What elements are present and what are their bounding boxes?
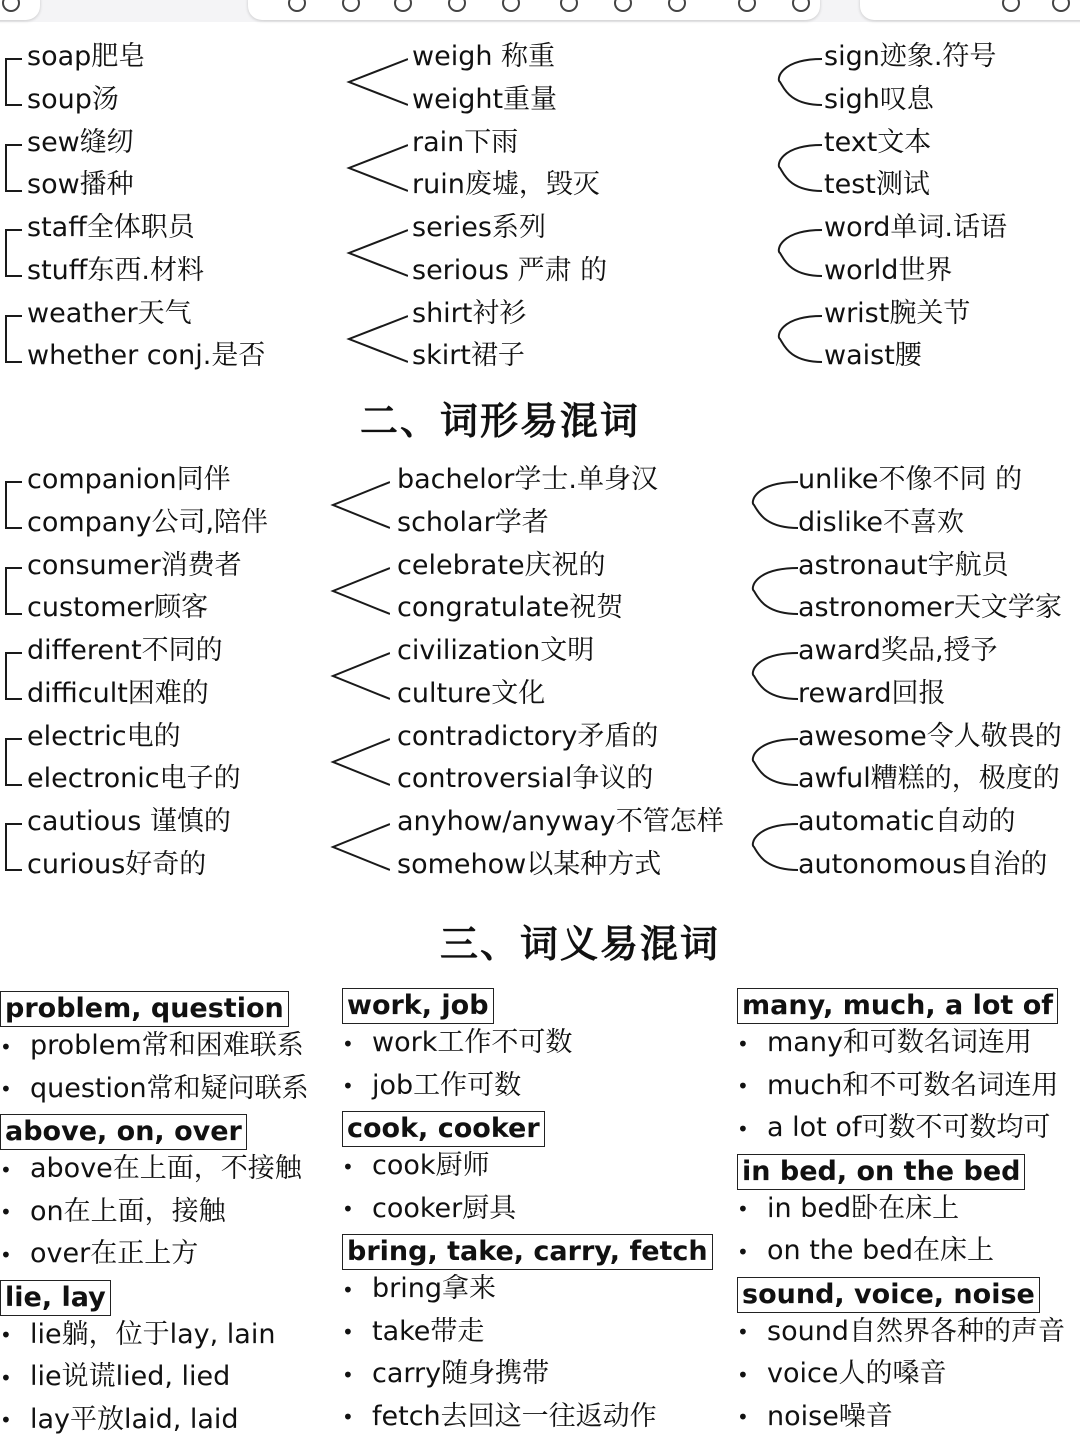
curve-connector [750, 565, 798, 617]
vocab-word: contradictory矛盾的 [397, 720, 659, 752]
bullet-dot-icon: • [737, 1116, 749, 1141]
bullet-dot-icon: • [737, 1074, 749, 1098]
vocab-word: serious 严肃 的 [412, 254, 608, 286]
bullet-dot-icon: • [0, 1365, 12, 1390]
vocab-word: dislike不喜欢 [798, 506, 964, 538]
vocab-word: sigh叹息 [824, 83, 934, 115]
bullet-text: lay平放laid, laid [30, 1403, 239, 1435]
group-heading: work, job [342, 988, 494, 1024]
curve-connector [750, 650, 798, 702]
bullet-item [0, 1072, 309, 1107]
bracket-connector [2, 820, 22, 874]
vocab-word: awesome令人敬畏的 [798, 720, 1062, 752]
vocab-word: staff全体职员 [27, 212, 195, 243]
bullet-item [0, 1029, 304, 1064]
vocab-word: skirt裙子 [412, 340, 525, 371]
bracket-connector [2, 141, 22, 195]
bullet-text: fetch去回这一往返动作 [372, 1400, 657, 1432]
bullet-dot-icon: • [0, 1077, 12, 1101]
vocab-word: different不同的 [27, 635, 223, 666]
vocab-word: automatic自动的 [798, 806, 1016, 837]
vocab-word: award奖品,授予 [798, 635, 998, 666]
chevron-connector [330, 565, 390, 617]
bullet-item [0, 1195, 226, 1230]
bullet-dot-icon: • [737, 1031, 749, 1056]
bullet-text: work工作不可数 [372, 1027, 573, 1058]
text-tool-icon[interactable] [666, 0, 688, 14]
vocab-word: weight重量 [412, 83, 558, 115]
toolbar-right-segment [860, 0, 1080, 20]
bracket-connector [2, 735, 22, 789]
vocab-word: scholar学者 [397, 506, 549, 538]
bracket-connector [2, 55, 22, 109]
bullet-item [342, 1192, 516, 1227]
vocab-word: celebrate庆祝的 [397, 549, 606, 581]
bullet-item [737, 1069, 1058, 1104]
vocab-word: stuff东西.材料 [27, 254, 204, 286]
bullet-item [0, 1360, 230, 1395]
bullet-item [737, 1400, 893, 1435]
shape-icon[interactable] [736, 0, 758, 14]
curve-connector [776, 142, 822, 194]
curve-connector [750, 821, 798, 873]
back-arrow-icon[interactable] [0, 0, 22, 14]
bullet-dot-icon: • [342, 1320, 354, 1344]
eraser-icon[interactable] [446, 0, 468, 14]
chevron-connector [346, 56, 408, 108]
bullet-text: job工作可数 [372, 1069, 522, 1101]
bracket-connector [2, 312, 22, 366]
chevron-connector [346, 142, 408, 194]
bracket-connector [2, 564, 22, 618]
bullet-dot-icon: • [0, 1323, 12, 1347]
bullet-item [342, 1149, 490, 1184]
vocab-word: bachelor学士.单身汉 [397, 464, 658, 495]
bullet-text: on在上面，接触 [30, 1195, 226, 1227]
toolbar-center-segment [248, 0, 820, 20]
bracket-connector [2, 478, 22, 532]
group-heading: many, much, a lot of [737, 988, 1058, 1024]
vocab-word: astronaut宇航员 [798, 549, 1009, 581]
bullet-item [342, 1357, 549, 1392]
vocab-word: ruin废墟，毁灭 [412, 169, 600, 200]
chevron-connector [330, 479, 390, 531]
vocab-word: astronomer天文学家 [798, 592, 1062, 623]
bullet-item [737, 1192, 959, 1227]
vocab-word: electric电的 [27, 720, 181, 752]
vocab-word: cautious 谨慎的 [27, 806, 231, 837]
bullet-dot-icon: • [0, 1242, 12, 1267]
bullet-item [0, 1318, 275, 1353]
bracket-connector [2, 226, 22, 280]
vocab-word: somehow以某种方式 [397, 848, 662, 880]
vocab-word: world世界 [824, 254, 953, 286]
bullet-dot-icon: • [342, 1362, 354, 1387]
vocab-word: text文本 [824, 126, 932, 158]
bullet-dot-icon: • [737, 1405, 749, 1429]
vocab-word: whether conj.是否 [27, 340, 266, 371]
vocab-word: sow播种 [27, 169, 134, 200]
pen-icon[interactable] [286, 0, 308, 14]
bullet-text: a lot of可数不可数均可 [767, 1112, 1051, 1143]
bullet-item [342, 1400, 657, 1435]
bullet-text: above在上面，不接触 [30, 1153, 302, 1184]
vocab-word: reward回报 [798, 677, 946, 709]
group-heading: lie, lay [0, 1280, 111, 1316]
vocab-word: company公司,陪伴 [27, 506, 269, 538]
more-icon[interactable] [1000, 0, 1022, 14]
bullet-text: problem常和困难联系 [30, 1030, 304, 1061]
bullet-dot-icon: • [342, 1197, 354, 1221]
bullet-item [737, 1234, 994, 1269]
vocab-word: unlike不像不同 的 [798, 464, 1023, 495]
vocab-word: test测试 [824, 169, 930, 200]
bullet-dot-icon: • [737, 1197, 749, 1221]
curve-connector [776, 56, 822, 108]
bullet-text: over在正上方 [30, 1238, 199, 1269]
bullet-dot-icon: • [342, 1154, 354, 1179]
bullet-text: noise噪音 [767, 1400, 893, 1432]
vocab-word: word单词.话语 [824, 212, 1007, 243]
vocab-word: curious好奇的 [27, 848, 207, 880]
bullet-text: much和不可数名词连用 [767, 1069, 1059, 1101]
bullet-text: sound自然界各种的声音 [767, 1315, 1065, 1347]
group-heading: in bed, on the bed [737, 1154, 1025, 1190]
vocab-word: weather天气 [27, 297, 192, 329]
bullet-item [737, 1111, 1050, 1146]
vocab-word: customer顾客 [27, 592, 209, 623]
vocab-word: civilization文明 [397, 635, 595, 666]
bullet-item [737, 1357, 946, 1392]
bullet-text: lie说谎lied, lied [30, 1361, 231, 1392]
pencil-icon[interactable] [392, 0, 414, 14]
vocab-word: autonomous自治的 [798, 848, 1048, 880]
vocab-word: companion同伴 [27, 464, 231, 495]
vocab-word: waist腰 [824, 340, 922, 371]
bullet-dot-icon: • [342, 1405, 354, 1429]
vocab-word: soap肥皂 [27, 41, 146, 72]
microphone-icon[interactable] [612, 0, 634, 14]
curve-connector [776, 313, 822, 365]
section-title-word-meaning: 三、词义易混词 [439, 922, 720, 966]
vocab-word: congratulate祝贺 [397, 592, 624, 623]
bullet-text: voice人的嗓音 [767, 1358, 947, 1389]
group-heading: cook, cooker [342, 1111, 545, 1147]
bullet-dot-icon: • [737, 1239, 749, 1264]
vocab-word: difficult困难的 [27, 677, 209, 709]
bullet-text: question常和疑问联系 [30, 1072, 309, 1104]
group-heading: problem, question [0, 991, 289, 1027]
bullet-dot-icon: • [342, 1277, 354, 1302]
lasso-icon[interactable] [500, 0, 522, 14]
group-heading: sound, voice, noise [737, 1277, 1040, 1313]
vocab-word: shirt衬衫 [412, 297, 527, 329]
highlighter-icon[interactable] [340, 0, 362, 14]
image-icon[interactable] [558, 0, 580, 14]
chevron-connector [330, 821, 390, 873]
bullet-dot-icon: • [737, 1362, 749, 1387]
vocab-word: electronic电子的 [27, 763, 241, 794]
bullet-item [737, 1315, 1065, 1350]
vocab-word: culture文化 [397, 677, 546, 709]
chevron-connector [330, 736, 390, 788]
vocab-word: awful糟糕的，极度的 [798, 763, 1060, 794]
page-icon[interactable] [1050, 0, 1072, 14]
section-title-word-form: 二、词形易混词 [359, 399, 640, 443]
group-heading: bring, take, carry, fetch [342, 1234, 713, 1270]
bullet-text: lie躺，位于lay, lain [30, 1318, 276, 1350]
bullet-dot-icon: • [0, 1157, 12, 1182]
bullet-item [737, 1026, 1032, 1061]
bullet-dot-icon: • [0, 1200, 12, 1224]
vocab-word: consumer消费者 [27, 549, 242, 581]
vocab-word: sew缝纫 [27, 126, 134, 158]
bullet-item [342, 1069, 521, 1104]
bullet-item [342, 1315, 484, 1350]
vocab-word: anyhow/anyway不管怎样 [397, 806, 724, 837]
vocab-word: sign迹象.符号 [824, 41, 997, 72]
vocab-word: wrist腕关节 [824, 297, 971, 329]
vocab-word: soup汤 [27, 83, 119, 115]
vocab-word: weigh 称重 [412, 41, 556, 72]
bullet-text: in bed卧在床上 [767, 1192, 960, 1224]
bullet-text: take带走 [372, 1315, 485, 1347]
bullet-text: bring拿来 [372, 1273, 496, 1304]
bullet-dot-icon: • [342, 1074, 354, 1098]
bracket-connector [2, 649, 22, 703]
vocab-word: series系列 [412, 212, 546, 243]
chevron-connector [346, 227, 408, 279]
bullet-dot-icon: • [737, 1320, 749, 1344]
group-heading: above, on, over [0, 1114, 247, 1150]
chevron-connector [330, 650, 390, 702]
bullet-text: carry随身携带 [372, 1358, 550, 1389]
chevron-connector [346, 313, 408, 365]
vocab-word: controversial争议的 [397, 763, 654, 794]
bullet-dot-icon: • [0, 1408, 12, 1432]
bullet-item [342, 1026, 572, 1061]
bullet-item [0, 1152, 302, 1187]
bullet-item [0, 1403, 239, 1438]
bullet-item [0, 1237, 198, 1272]
curve-connector [776, 227, 822, 279]
bullet-dot-icon: • [342, 1031, 354, 1056]
bullet-text: cook厨师 [372, 1150, 490, 1181]
bullet-text: many和可数名词连用 [767, 1027, 1032, 1058]
bullet-text: cooker厨具 [372, 1192, 517, 1224]
bullet-dot-icon: • [0, 1034, 12, 1059]
bullet-item [342, 1272, 496, 1307]
bullet-text: on the bed在床上 [767, 1235, 994, 1266]
redo-icon[interactable] [790, 0, 812, 14]
curve-connector [750, 479, 798, 531]
vocab-word: rain下雨 [412, 126, 519, 158]
curve-connector [750, 736, 798, 788]
